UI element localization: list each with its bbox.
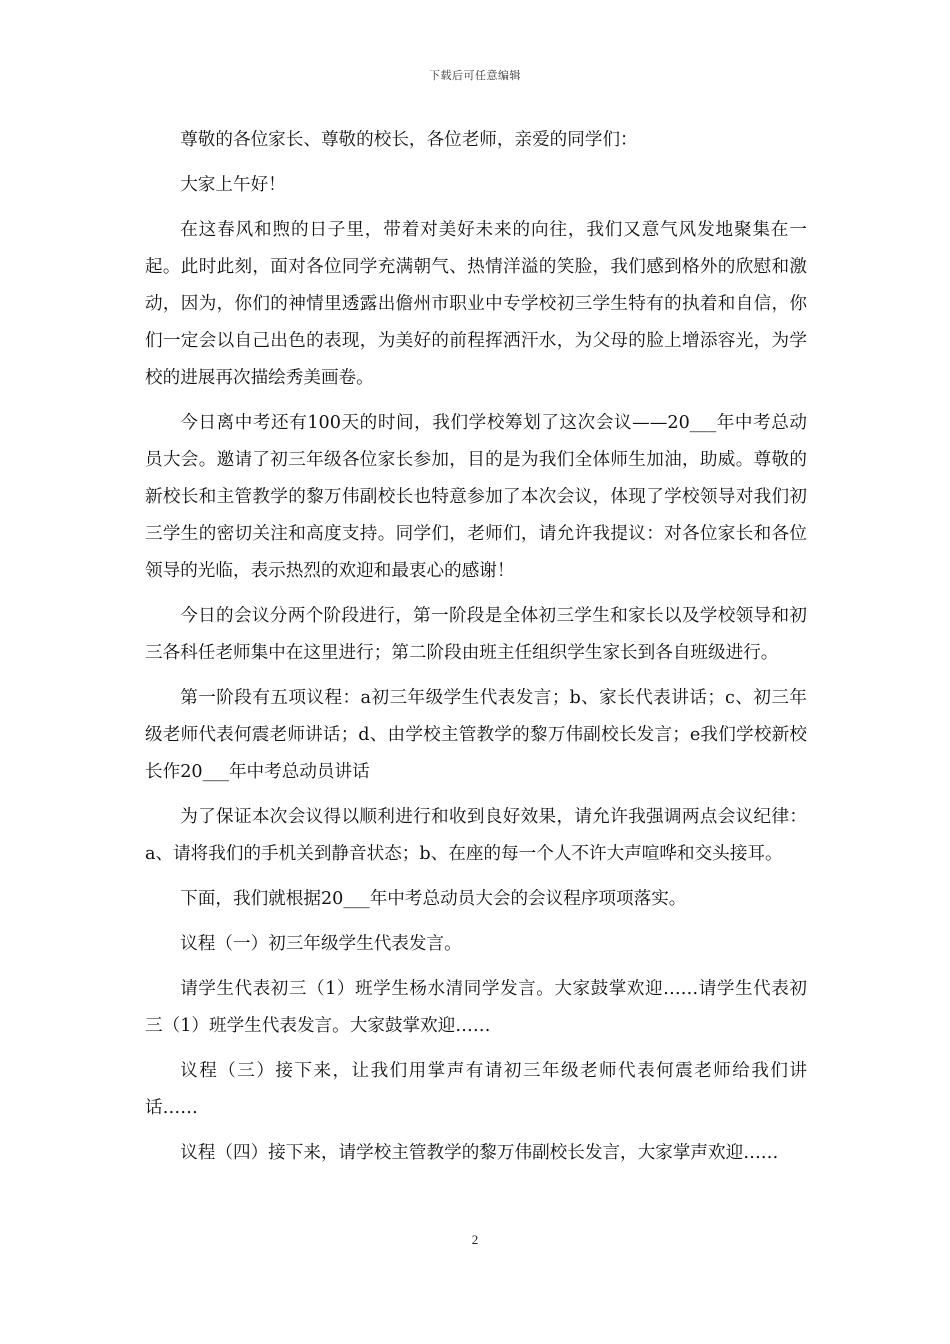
paragraph-student-speech: 请学生代表初三（1）班学生杨水清同学发言。大家鼓掌欢迎……请学生代表初三（1）班学生代表发言。大家鼓掌欢迎…… xyxy=(145,979,807,1036)
paragraph-opening: 在这春风和煦的日子里，带着对美好未来的向往，我们又意气风发地聚集在一起。此时此刻，面对各位同学充满朝气、热情洋溢的笑脸，我们感到格外的欣慰和激动，因为，你们的神情里透露出儋州市职业中专学校初三学生特有的执着和自信，你们一定会以自己出色的表现，为美好的前程挥洒汗水，为父母的脸上增添容光，为学校的进展再次描绘秀美画卷。 xyxy=(145,220,807,388)
paragraph-agenda-one: 议程（一）初三年级学生代表发言。 xyxy=(180,934,462,954)
paragraph-meeting-stages: 今日的会议分两个阶段进行，第一阶段是全体初三学生和家长以及学校领导和初三各科任老师集中在这里进行；第二阶段由班主任组织学生家长到各自班级进行。 xyxy=(145,606,807,663)
page-number: 2 xyxy=(471,1232,479,1247)
paragraph-salutation: 尊敬的各位家长、尊敬的校长，各位老师，亲爱的同学们： xyxy=(180,130,638,150)
page-header: 下载后可任意编辑 xyxy=(429,69,521,82)
paragraph-proceed: 下面，我们就根据20___年中考总动员大会的会议程序项项落实。 xyxy=(180,889,687,909)
paragraph-meeting-purpose: 今日离中考还有100天的时间，我们学校筹划了这次会议——20___年中考总动员大会。邀请了初三年级各位家长参加，目的是为我们全体师生加油，助威。尊敬的新校长和主管教学的黎万伟副校长也特意参加了本次会议，体现了学校领导对我们初三学生的密切关注和高度支持。同学们，老师们，请允许我提议：对各位家长和各位领导的光临，表示热烈的欢迎和最衷心的感谢！ xyxy=(145,413,807,581)
paragraph-agenda-items: 第一阶段有五项议程：a初三年级学生代表发言；b、家长代表讲话；c、初三年级老师代表何震老师讲话；d、由学校主管教学的黎万伟副校长发言；e我们学校新校长作20___年中考总动员讲话 xyxy=(145,688,807,782)
paragraph-greeting: 大家上午好！ xyxy=(180,175,286,195)
document-body xyxy=(145,122,807,1180)
paragraph-agenda-three: 议程（三）接下来，让我们用掌声有请初三年级老师代表何震老师给我们讲话…… xyxy=(145,1061,807,1118)
paragraph-meeting-rules: 为了保证本次会议得以顺利进行和收到良好效果，请允许我强调两点会议纪律：a、请将我们的手机关到静音状态；b、在座的每一个人不许大声喧哗和交头接耳。 xyxy=(145,807,807,864)
paragraph-agenda-four: 议程（四）接下来，请学校主管教学的黎万伟副校长发言，大家掌声欢迎…… xyxy=(180,1143,779,1163)
